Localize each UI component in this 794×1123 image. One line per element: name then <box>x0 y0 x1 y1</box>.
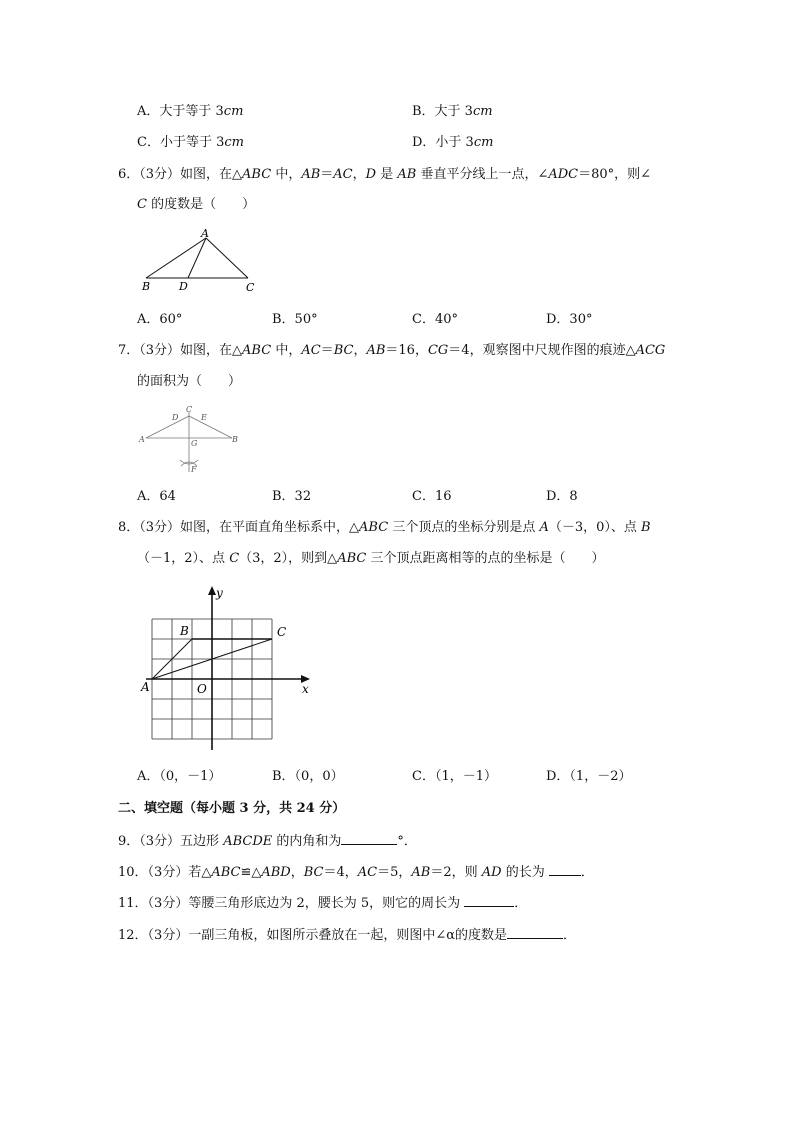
q6-triangle-figure <box>136 228 266 296</box>
q7-side-bc <box>189 416 232 438</box>
q7-label-c: C <box>186 405 193 414</box>
q6-label-c: C <box>246 281 255 294</box>
q8-stem-line2: （－1，2）、点 C（3，2），则到△ABC 三个顶点距离相等的点的坐标是（ ） <box>137 551 605 566</box>
q8-label-y: y <box>216 586 223 600</box>
q8-label-c: C <box>277 625 287 639</box>
q6-option-d: D．30° <box>546 312 593 327</box>
q8-option-b: B．（0，0） <box>272 769 344 784</box>
q7-stem-line2: 的面积为（ ） <box>137 374 242 389</box>
q7-label-e: E <box>201 413 207 422</box>
q11-answer-blank[interactable] <box>464 894 514 907</box>
q7-side-ac <box>146 416 189 438</box>
q8-label-b: B <box>180 624 189 638</box>
q6-stem-line1: 6．（3分）如图，在△ABC 中，AB＝AC，D 是 AB 垂直平分线上一点，∠ADC＝80°，则∠ <box>118 167 652 182</box>
q10-stem: 10．（3分）若△ABC≌△ABD，BC＝4，AC＝5，AB＝2，则 AD 的长为 ． <box>118 865 594 880</box>
q5-option-d: D．小于 3cm <box>412 135 494 150</box>
q7-label-b: B <box>232 435 238 444</box>
q12-answer-blank[interactable] <box>507 926 563 939</box>
q8-y-axis-arrow <box>208 586 216 595</box>
q7-label-g: G <box>191 439 198 448</box>
q6-stem-line2: C 的度数是（ ） <box>137 197 256 212</box>
q7-label-d: D <box>172 413 179 422</box>
q5-option-c: C．小于等于 3cm <box>137 135 244 150</box>
q6-option-a: A．60° <box>137 312 183 327</box>
q12-stem: 12．（3分）一副三角板，如图所示叠放在一起，则图中∠α的度数是 ． <box>118 928 577 943</box>
q6-label-a: A <box>201 228 209 240</box>
q6-option-b: B．50° <box>272 312 318 327</box>
q5-option-a: A．大于等于 3cm <box>137 104 244 119</box>
q8-label-a: A <box>141 680 150 694</box>
q11-stem: 11．（3分）等腰三角形底边为 2，腰长为 5，则它的周长为 ． <box>118 896 528 911</box>
q7-construction-figure <box>136 400 246 478</box>
q7-label-a: A <box>139 435 145 444</box>
q5-option-b: B．大于 3cm <box>412 104 493 119</box>
q6-option-c: C．40° <box>412 312 458 327</box>
q7-option-c: C．16 <box>412 489 452 504</box>
q7-option-a: A．64 <box>137 489 176 504</box>
q8-option-d: D．（1，－2） <box>546 769 632 784</box>
q9-stem: 9．（3分）五边形 ABCDE 的内角和为 °． <box>118 834 417 849</box>
q8-option-c: C．（1，－1） <box>412 769 497 784</box>
section-title-fill-in: 二、填空题（每小题 3 分，共 24 分） <box>118 801 346 816</box>
q7-stem-line1: 7．（3分）如图，在△ABC 中，AC＝BC，AB＝16，CG＝4，观察图中尺规作图的痕迹△ACG <box>118 343 666 358</box>
q10-answer-blank[interactable] <box>549 863 581 876</box>
q8-coordinate-figure <box>138 582 318 754</box>
q8-label-x: x <box>302 682 309 696</box>
q8-label-o: O <box>197 682 207 696</box>
q6-side-ac <box>206 238 248 278</box>
q7-option-b: B．32 <box>272 489 312 504</box>
q8-stem-line1: 8．（3分）如图，在平面直角坐标系中，△ABC 三个顶点的坐标分别是点 A（－3，0）、点 B <box>118 520 651 535</box>
q7-label-f: F <box>191 465 197 474</box>
q9-answer-blank[interactable] <box>341 832 397 845</box>
q6-label-d: D <box>179 280 188 293</box>
q8-option-a: A．（0，－1） <box>137 769 222 784</box>
q7-option-d: D．8 <box>546 489 578 504</box>
q6-label-b: B <box>142 280 151 293</box>
